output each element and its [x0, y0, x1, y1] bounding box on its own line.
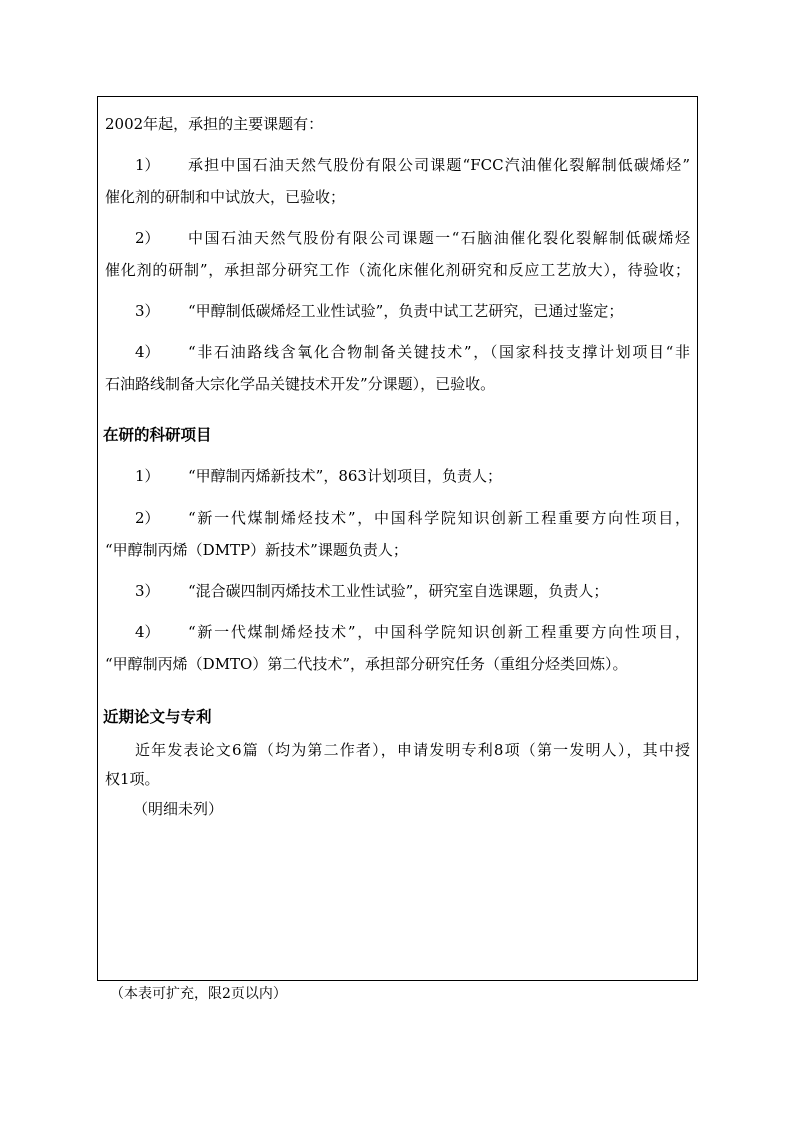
ongoing-item-4-line2: “甲醇制丙烯（DMTO）第二代技术”，承担部分研究任务（重组分烃类回炼）。: [105, 655, 628, 673]
ongoing-item-2-line2: “甲醇制丙烯（DMTP）新技术”课题负责人；: [105, 541, 408, 559]
completed-item-4-number: 4）: [135, 343, 160, 361]
papers-patents-heading: 近期论文与专利: [103, 707, 212, 726]
ongoing-item-4-line1: “新一代煤制烯烃技术”，中国科学院知识创新工程重要方向性项目，: [188, 623, 690, 641]
ongoing-item-2-number: 2）: [135, 509, 160, 527]
ongoing-item-2-line1: “新一代煤制烯烃技术”，中国科学院知识创新工程重要方向性项目，: [188, 509, 690, 527]
papers-summary-line2: 权1项。: [105, 770, 160, 788]
completed-item-1-number: 1）: [135, 156, 160, 174]
completed-item-4-line1: “非石油路线含氧化合物制备关键技术”，（国家科技支撑计划项目“非: [188, 343, 690, 361]
ongoing-item-3-number: 3）: [135, 582, 160, 600]
completed-item-3-line1: “甲醇制低碳烯烃工业性试验”，负责中试工艺研究，已通过鉴定；: [188, 302, 624, 320]
intro-text: 2002年起，承担的主要课题有：: [105, 115, 324, 133]
completed-item-2-line1: 中国石油天然气股份有限公司课题一“石脑油催化裂化裂解制低碳烯烃: [188, 229, 690, 247]
ongoing-projects-heading: 在研的科研项目: [103, 425, 212, 444]
completed-item-2-line2: 催化剂的研制”，承担部分研究工作（流化床催化剂研究和反应工艺放大），待验收；: [105, 261, 690, 279]
ongoing-item-4-number: 4）: [135, 623, 160, 641]
ongoing-item-1-line1: “甲醇制丙烯新技术”，863计划项目，负责人；: [188, 467, 502, 485]
table-footnote: （本表可扩充，限2页以内）: [110, 986, 287, 1002]
completed-item-1-line1: 承担中国石油天然气股份有限公司课题“FCC汽油催化裂解制低碳烯烃”: [188, 156, 690, 174]
ongoing-item-1-number: 1）: [135, 467, 160, 485]
completed-item-4-line2: 石油路线制备大宗化学品关键技术开发”分课题），已验收。: [105, 375, 496, 393]
ongoing-item-3-line1: “混合碳四制丙烯技术工业性试验”，研究室自选课题，负责人；: [188, 582, 609, 600]
papers-detail-note: （明细未列）: [133, 800, 224, 818]
completed-item-3-number: 3）: [135, 302, 160, 320]
completed-item-2-number: 2）: [135, 229, 160, 247]
papers-summary-line1: 近年发表论文6篇（均为第二作者），申请发明专利8项（第一发明人），其中授: [135, 741, 690, 759]
completed-item-1-line2: 催化剂的研制和中试放大，已验收；: [105, 188, 346, 206]
